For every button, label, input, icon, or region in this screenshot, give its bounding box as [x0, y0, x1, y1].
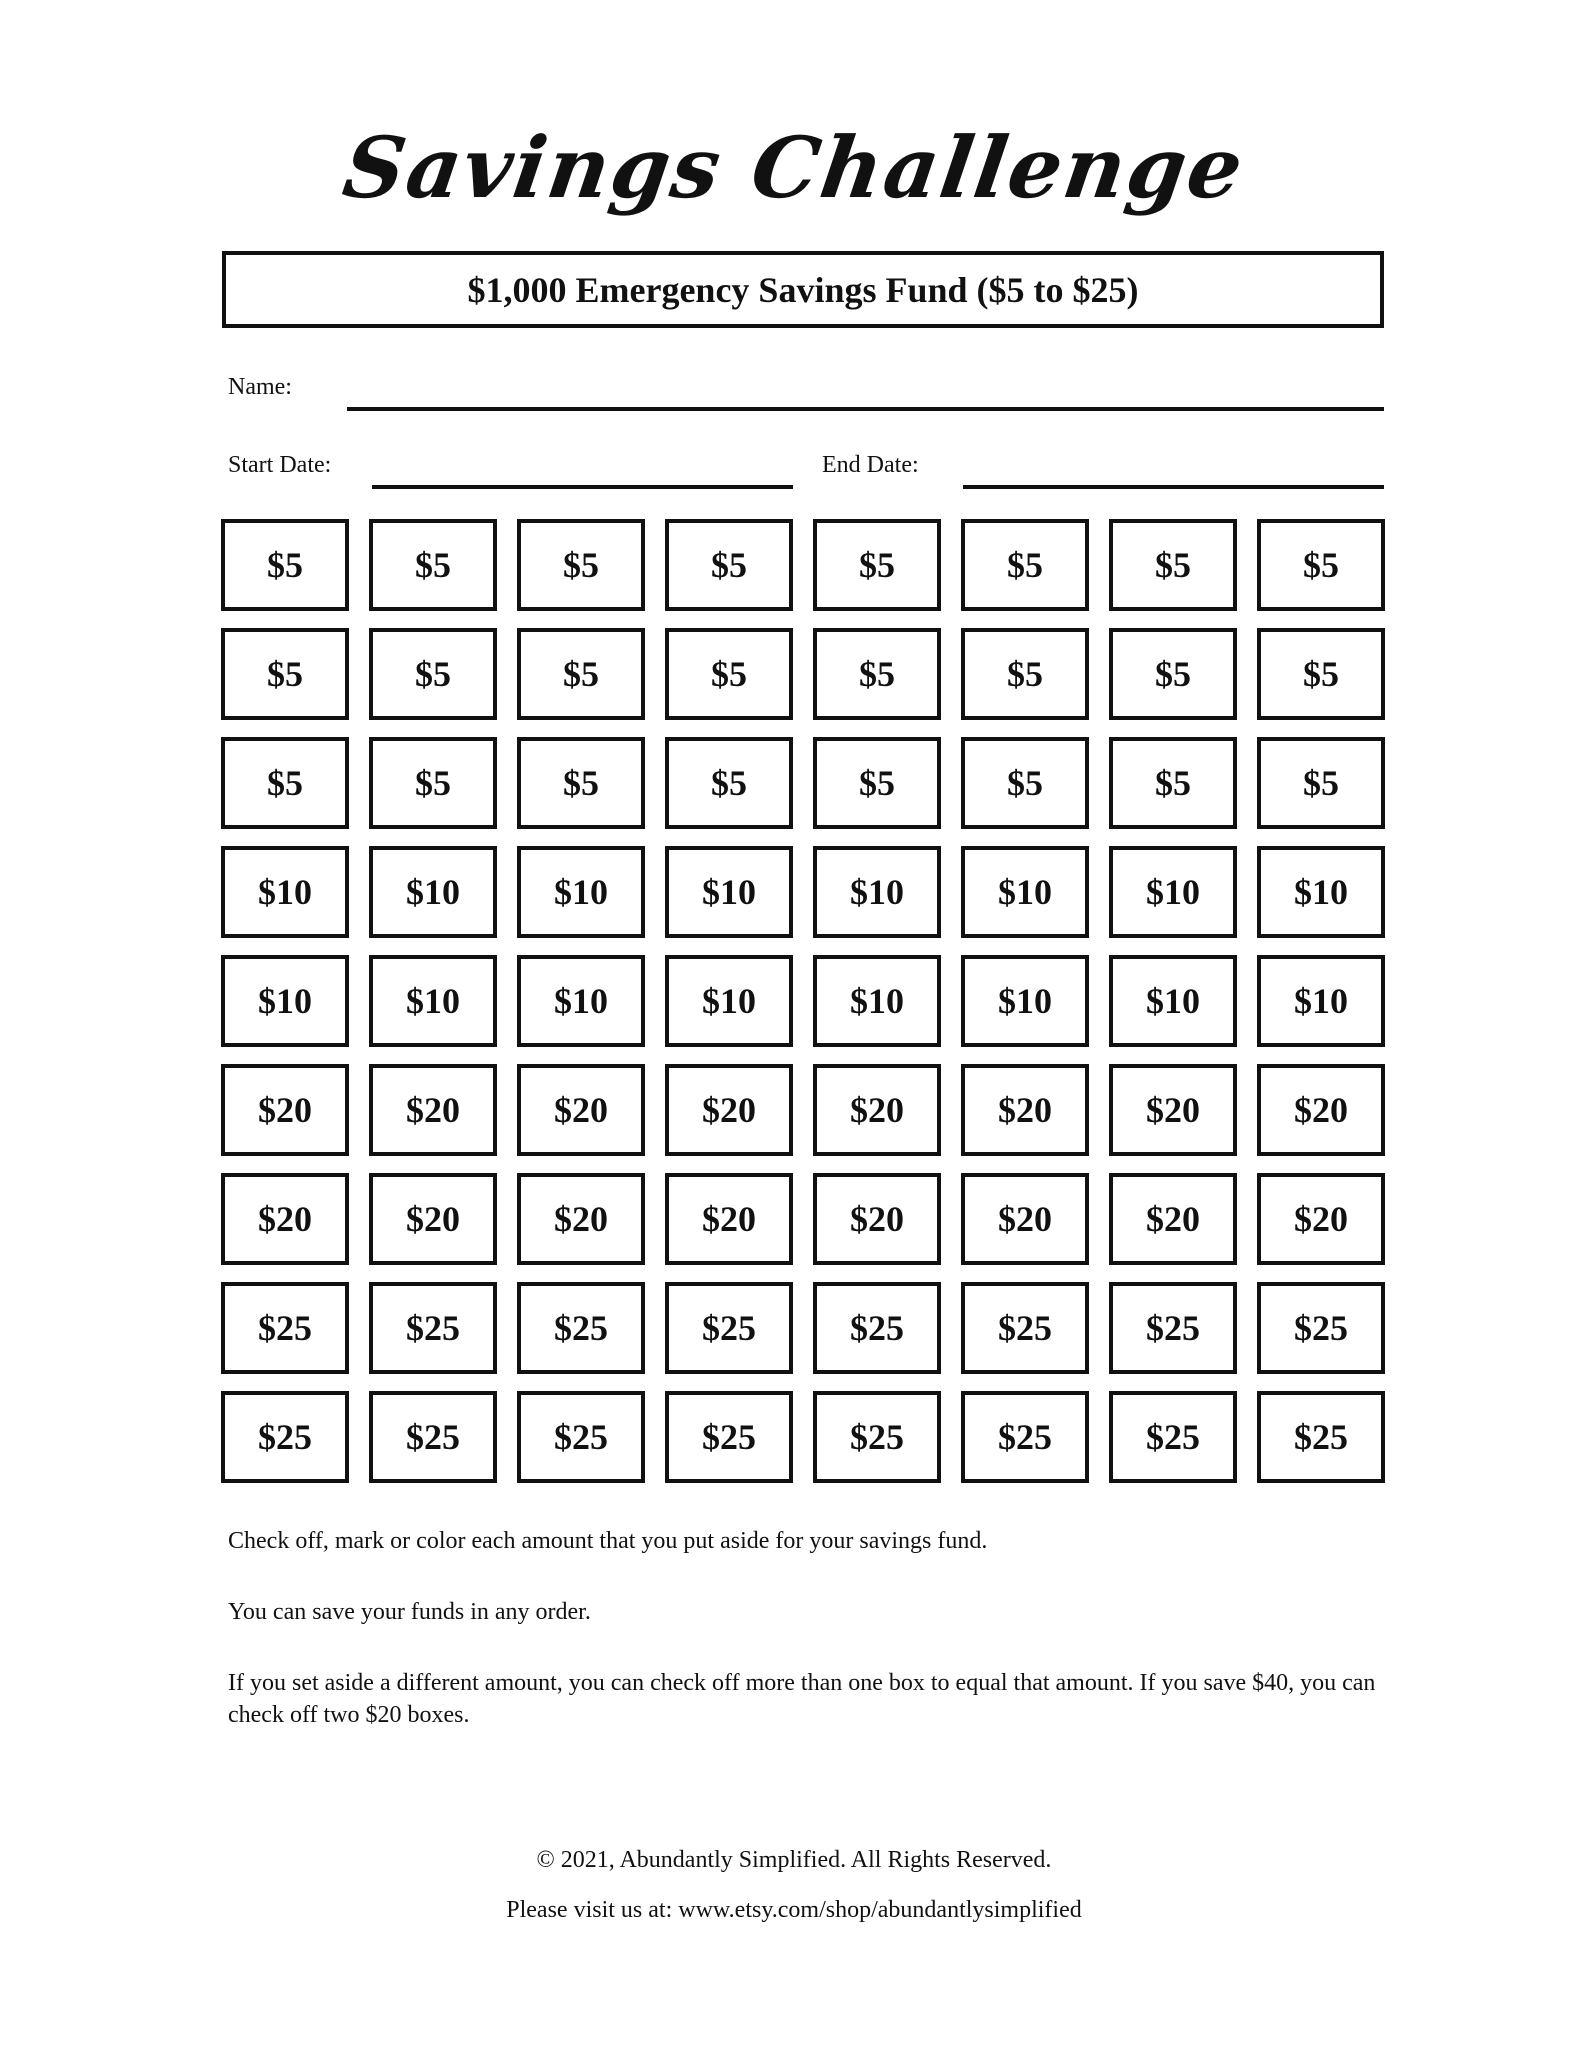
- savings-amount-box[interactable]: $20: [1109, 1173, 1237, 1265]
- savings-amount-box[interactable]: $5: [369, 628, 497, 720]
- savings-amount-box[interactable]: $5: [1109, 628, 1237, 720]
- savings-amount-box[interactable]: $20: [221, 1064, 349, 1156]
- savings-amount-box[interactable]: $25: [1109, 1282, 1237, 1374]
- savings-amount-box[interactable]: $25: [813, 1391, 941, 1483]
- savings-amount-box[interactable]: $25: [369, 1282, 497, 1374]
- savings-amount-box[interactable]: $25: [517, 1282, 645, 1374]
- savings-amount-box[interactable]: $10: [665, 846, 793, 938]
- visit-link-text: Please visit us at: www.etsy.com/shop/abundantlysimplified: [506, 1897, 1082, 1923]
- instruction-1: Check off, mark or color each amount that you put aside for your savings fund.: [228, 1528, 988, 1554]
- savings-amount-box[interactable]: $10: [813, 955, 941, 1047]
- savings-amount-box[interactable]: $5: [665, 737, 793, 829]
- savings-amount-box[interactable]: $5: [665, 519, 793, 611]
- savings-amount-box[interactable]: $10: [517, 955, 645, 1047]
- savings-amount-box[interactable]: $20: [1109, 1064, 1237, 1156]
- savings-amount-box[interactable]: $10: [221, 846, 349, 938]
- savings-amount-box[interactable]: $10: [221, 955, 349, 1047]
- savings-amount-box[interactable]: $5: [665, 628, 793, 720]
- instructions: [228, 1525, 1388, 1770]
- savings-amount-box[interactable]: $5: [813, 519, 941, 611]
- savings-amount-box[interactable]: $25: [665, 1391, 793, 1483]
- savings-amount-box[interactable]: $10: [813, 846, 941, 938]
- savings-amount-box[interactable]: $25: [961, 1282, 1089, 1374]
- savings-amount-box[interactable]: $5: [1257, 737, 1385, 829]
- savings-amount-box[interactable]: $10: [1109, 846, 1237, 938]
- savings-amount-box[interactable]: $5: [221, 628, 349, 720]
- savings-amount-box[interactable]: $5: [1109, 737, 1237, 829]
- savings-amount-box[interactable]: $5: [1257, 519, 1385, 611]
- savings-amount-box[interactable]: $5: [813, 628, 941, 720]
- savings-amount-box[interactable]: $25: [1257, 1282, 1385, 1374]
- savings-amount-box[interactable]: $25: [221, 1391, 349, 1483]
- savings-amount-box[interactable]: $25: [813, 1282, 941, 1374]
- savings-amount-box[interactable]: $5: [961, 628, 1089, 720]
- page-title: Savings Challenge: [337, 118, 1251, 217]
- savings-amount-box[interactable]: $5: [961, 737, 1089, 829]
- savings-amount-box[interactable]: $10: [369, 846, 497, 938]
- name-field[interactable]: [347, 407, 1384, 411]
- instruction-3: If you set aside a different amount, you can check off more than one box to equal that amount. If you save $40, you can check off two $20 boxes.: [228, 1670, 1376, 1728]
- start-date-label: Start Date:: [228, 452, 332, 478]
- savings-amount-box[interactable]: $10: [1257, 846, 1385, 938]
- savings-amount-box[interactable]: $5: [517, 519, 645, 611]
- savings-amount-box[interactable]: $20: [517, 1173, 645, 1265]
- savings-amount-box[interactable]: $10: [1257, 955, 1385, 1047]
- savings-amount-box[interactable]: $5: [221, 737, 349, 829]
- copyright-text: © 2021, Abundantly Simplified. All Rights Reserved.: [536, 1847, 1052, 1873]
- savings-grid: [221, 519, 1388, 1483]
- end-date-label: End Date:: [822, 452, 919, 478]
- savings-amount-box[interactable]: $20: [961, 1064, 1089, 1156]
- savings-amount-box[interactable]: $10: [1109, 955, 1237, 1047]
- savings-amount-box[interactable]: $5: [221, 519, 349, 611]
- savings-amount-box[interactable]: $20: [961, 1173, 1089, 1265]
- savings-amount-box[interactable]: $5: [1257, 628, 1385, 720]
- savings-amount-box[interactable]: $10: [517, 846, 645, 938]
- savings-amount-box[interactable]: $20: [221, 1173, 349, 1265]
- savings-amount-box[interactable]: $25: [369, 1391, 497, 1483]
- savings-amount-box[interactable]: $20: [369, 1064, 497, 1156]
- savings-amount-box[interactable]: $5: [517, 737, 645, 829]
- savings-amount-box[interactable]: $25: [665, 1282, 793, 1374]
- savings-amount-box[interactable]: $10: [961, 846, 1089, 938]
- savings-amount-box[interactable]: $25: [961, 1391, 1089, 1483]
- savings-amount-box[interactable]: $5: [369, 737, 497, 829]
- savings-amount-box[interactable]: $25: [517, 1391, 645, 1483]
- challenge-subtitle-box: [222, 251, 1384, 328]
- savings-amount-box[interactable]: $25: [1109, 1391, 1237, 1483]
- savings-amount-box[interactable]: $20: [517, 1064, 645, 1156]
- savings-amount-box[interactable]: $25: [1257, 1391, 1385, 1483]
- start-date-field[interactable]: [372, 485, 793, 489]
- instruction-2: You can save your funds in any order.: [228, 1599, 591, 1625]
- savings-amount-box[interactable]: $20: [1257, 1173, 1385, 1265]
- savings-amount-box[interactable]: $20: [813, 1173, 941, 1265]
- savings-amount-box[interactable]: $5: [517, 628, 645, 720]
- savings-amount-box[interactable]: $10: [665, 955, 793, 1047]
- savings-amount-box[interactable]: $20: [1257, 1064, 1385, 1156]
- savings-amount-box[interactable]: $5: [369, 519, 497, 611]
- savings-amount-box[interactable]: $20: [813, 1064, 941, 1156]
- savings-amount-box[interactable]: $25: [221, 1282, 349, 1374]
- savings-amount-box[interactable]: $5: [813, 737, 941, 829]
- end-date-field[interactable]: [963, 485, 1384, 489]
- savings-amount-box[interactable]: $10: [961, 955, 1089, 1047]
- savings-amount-box[interactable]: $5: [961, 519, 1089, 611]
- challenge-subtitle: $1,000 Emergency Savings Fund ($5 to $25): [467, 269, 1139, 310]
- savings-amount-box[interactable]: $20: [665, 1064, 793, 1156]
- name-label: Name:: [228, 374, 292, 400]
- savings-amount-box[interactable]: $20: [369, 1173, 497, 1265]
- savings-amount-box[interactable]: $20: [665, 1173, 793, 1265]
- savings-amount-box[interactable]: $5: [1109, 519, 1237, 611]
- savings-amount-box[interactable]: $10: [369, 955, 497, 1047]
